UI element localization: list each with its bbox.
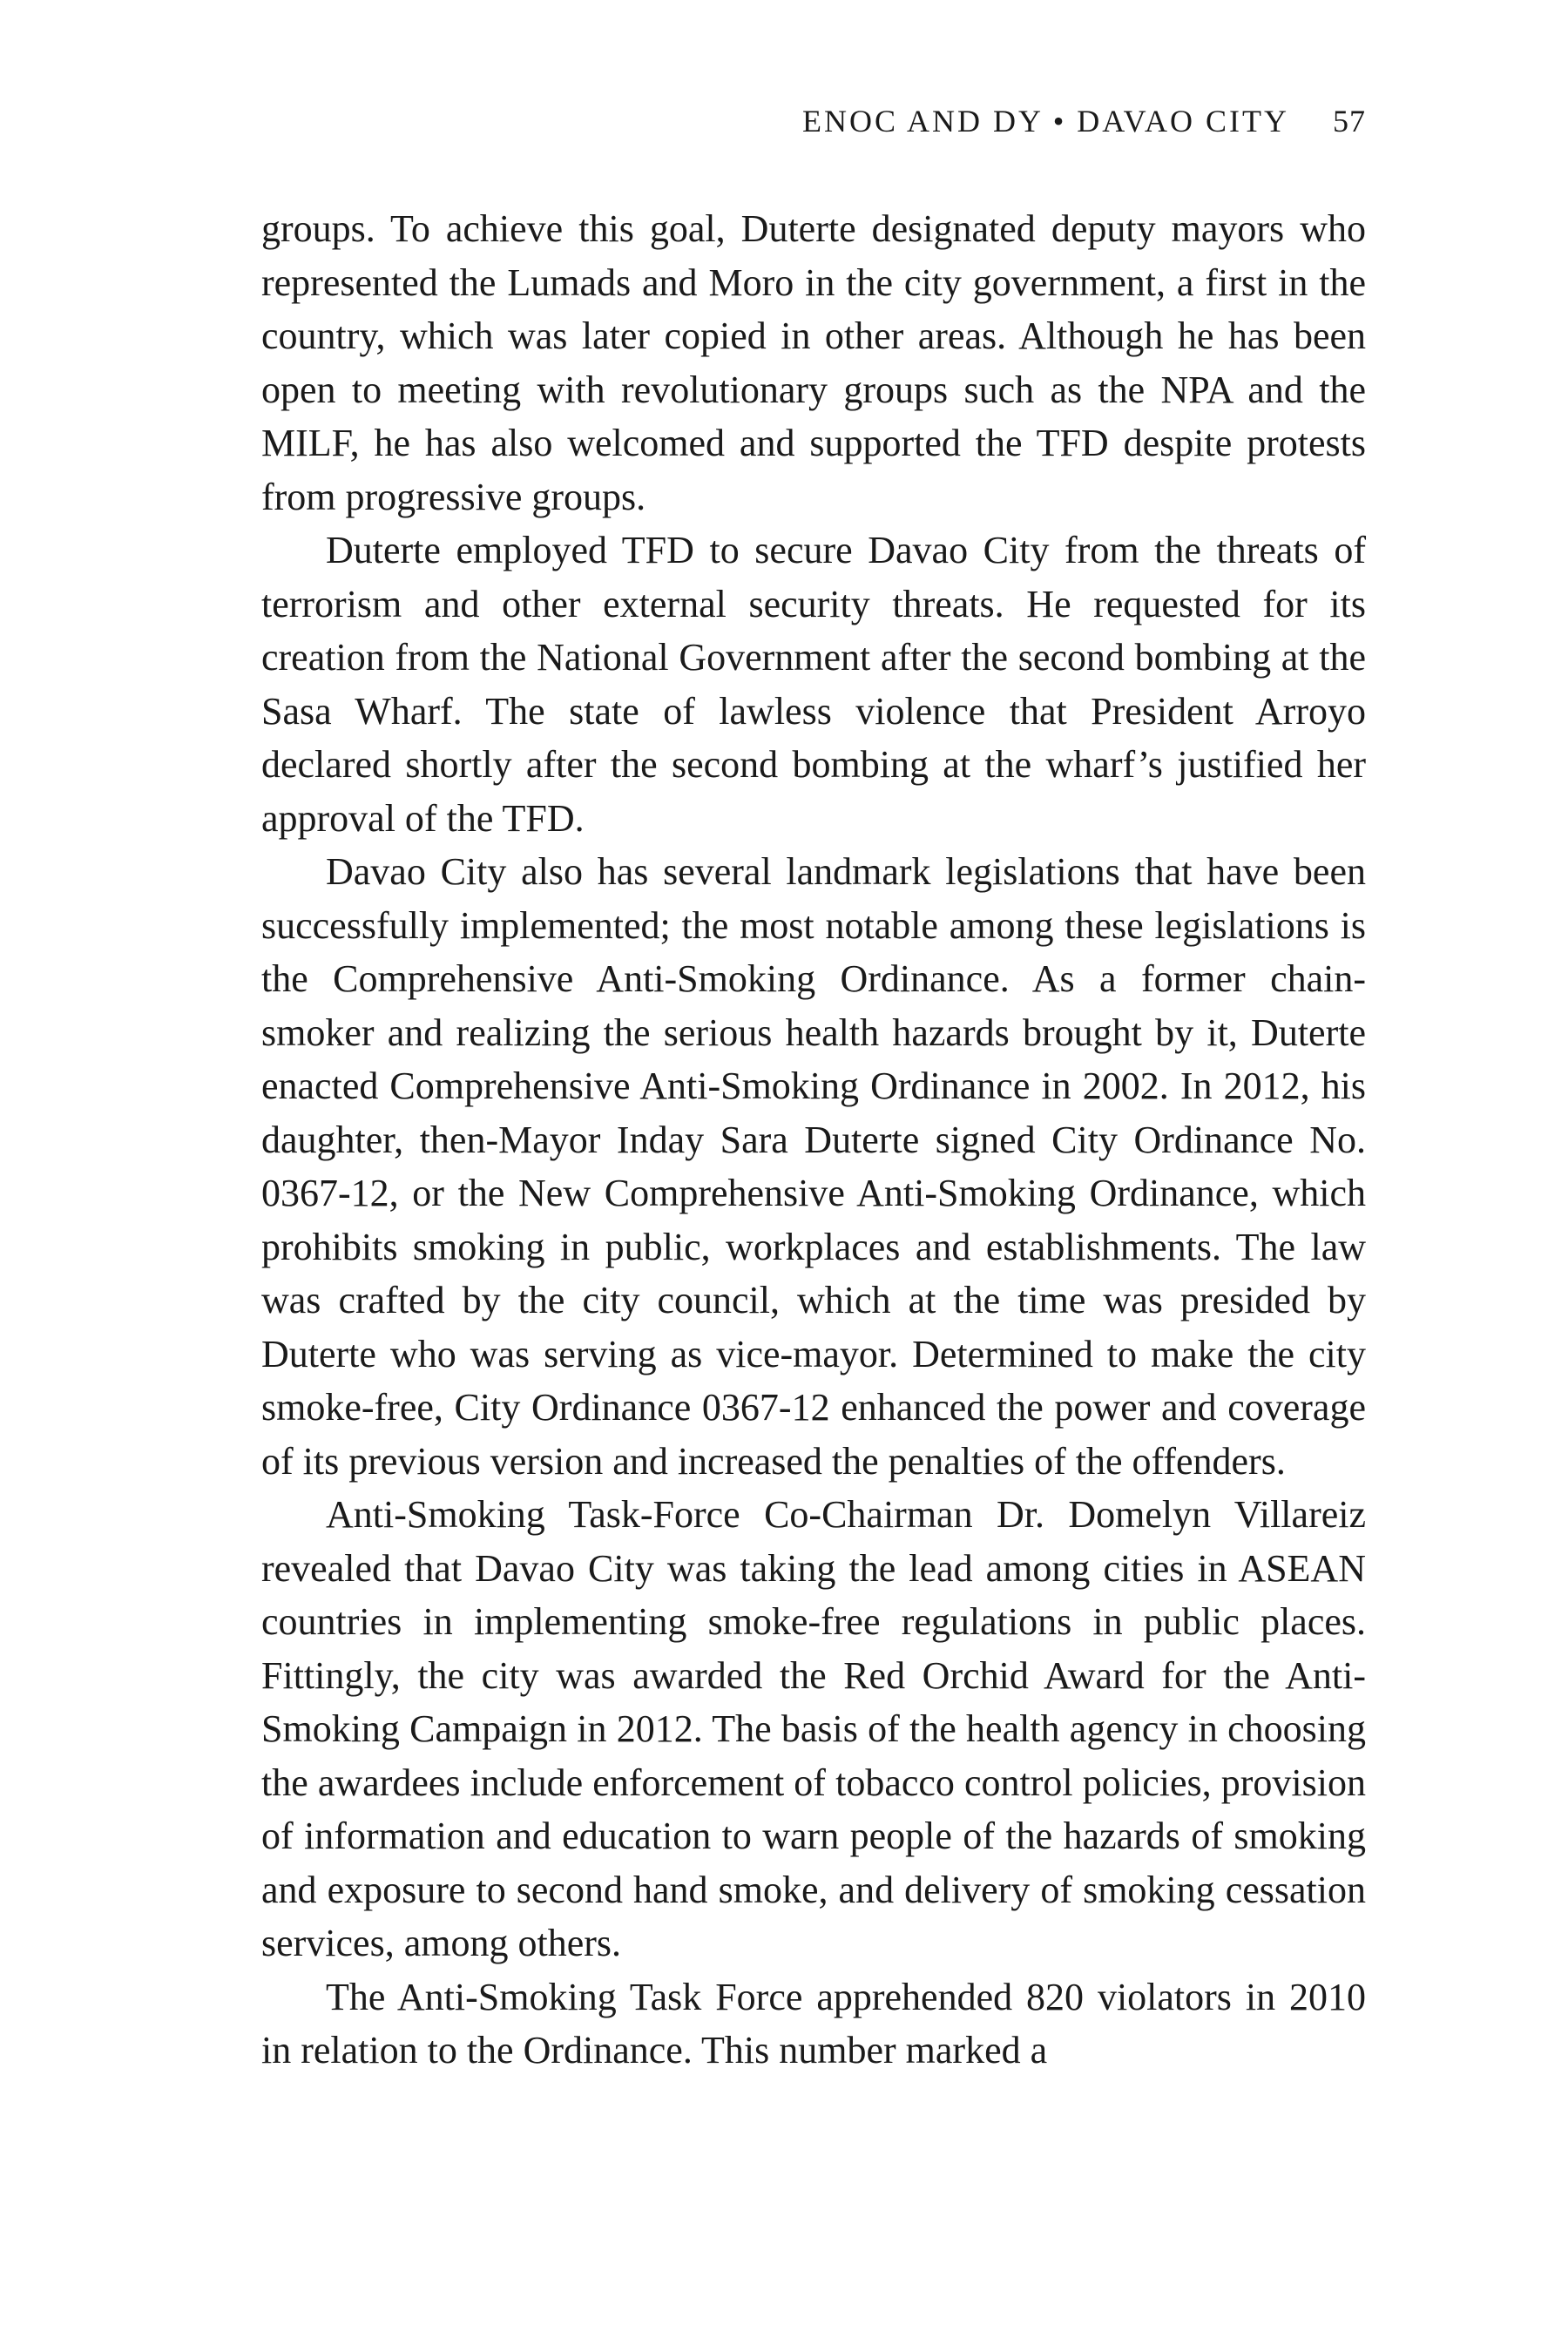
body-text	[261, 202, 1366, 2078]
running-title: ENOC AND DY • DAVAO CITY	[802, 104, 1289, 139]
paragraph: The Anti-Smoking Task Force apprehended 820 violators in 2010 in relation to the Ordinance. This number marked a	[261, 1975, 1366, 2072]
page-number: 57	[1333, 104, 1366, 139]
paragraph: Anti-Smoking Task-Force Co-Chairman Dr. Domelyn Villareiz revealed that Davao City was taking the lead among cities in ASEAN countries in implementing smoke-free regulations in public places. Fittingly, the city was awarded the Red Orchid Award for the Anti-Smoking Campaign in 2012. The basis of the health agency in choosing the awardees include enforcement of tobacco control policies, provision of information and education to warn people of the hazards of smoking and exposure to second hand smoke, and delivery of smoking cessation services, among others.	[261, 1493, 1366, 1964]
paragraph: Duterte employed TFD to secure Davao City from the threats of terrorism and other external security threats. He requested for its creation from the National Government after the second bombing at the Sasa Wharf. The state of lawless violence that President Arroyo declared shortly after the second bombing at the wharf’s justified her approval of the TFD.	[261, 529, 1366, 840]
paragraph: Davao City also has several landmark legislations that have been successfully implemented; the most notable among these legislations is the Comprehensive Anti-Smoking Ordinance. As a former chain-smoker and realizing the serious health hazards brought by it, Duterte enacted Comprehensive Anti-Smoking Ordinance in 2002. In 2012, his daughter, then-Mayor Inday Sara Duterte signed City Ordinance No. 0367-12, or the New Comprehensive Anti-Smoking Ordinance, which prohibits smoking in public, workplaces and establishments. The law was crafted by the city council, which at the time was presided by Duterte who was serving as vice-mayor. Determined to make the city smoke-free, City Ordinance 0367-12 enhanced the power and coverage of its previous version and increased the penalties of the offenders.	[261, 850, 1366, 1483]
paragraph-continued: groups. To achieve this goal, Duterte designated deputy mayors who represented the Lumads and Moro in the city government, a first in the country, which was later copied in other areas. Although he has been open to meeting with revolutionary groups such as the NPA and the MILF, he has also welcomed and supported the TFD despite protests from progressive groups.	[261, 207, 1366, 518]
running-head	[261, 103, 1366, 152]
